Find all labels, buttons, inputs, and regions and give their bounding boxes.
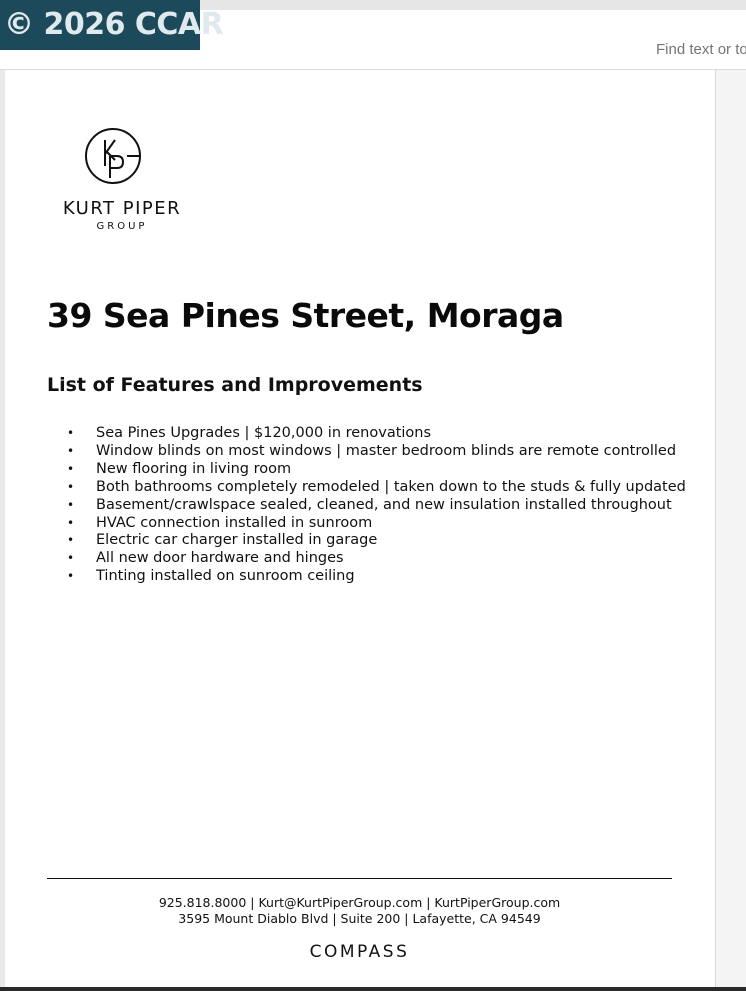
right-side-rail[interactable] [715,70,746,987]
find-text-input[interactable] [656,40,746,60]
footer-divider [47,878,672,879]
document-subtitle: List of Features and Improvements [47,374,423,396]
list-item: • All new door hardware and hinges [67,550,686,568]
list-item: • HVAC connection installed in sunroom [67,515,686,533]
list-item: • Electric car charger installed in garage [67,532,686,550]
pdf-page [5,70,715,987]
copyright-watermark: © 2026 CCAR [0,0,200,50]
compass-logo: COMPASS [309,942,410,962]
list-item: • Both bathrooms completely remodeled | taken down to the studs & fully updated [67,479,686,497]
kpg-logo-icon [83,126,147,190]
logo-name: KURT PIPER [62,198,182,219]
list-item: • Basement/crawlspace sealed, cleaned, and new insulation installed throughout [67,497,686,515]
list-item: • Window blinds on most windows | master bedroom blinds are remote controlled [67,443,686,461]
logo-subtitle: GROUP [96,221,148,232]
list-item: • Sea Pines Upgrades | $120,000 in renovations [67,425,686,443]
list-item: • New flooring in living room [67,461,686,479]
document-title: 39 Sea Pines Street, Moraga [47,296,564,335]
document-viewer[interactable] [0,70,746,987]
list-item: • Tinting installed on sunroom ceiling [67,568,686,586]
footer-contact: 925.818.8000 | Kurt@KurtPiperGroup.com | KurtPiperGroup.com [158,895,561,910]
footer-address: 3595 Mount Diablo Blvd | Suite 200 | Lafayette, CA 94549 [178,911,541,926]
bottom-edge-bar [0,987,746,991]
features-list [67,425,686,586]
